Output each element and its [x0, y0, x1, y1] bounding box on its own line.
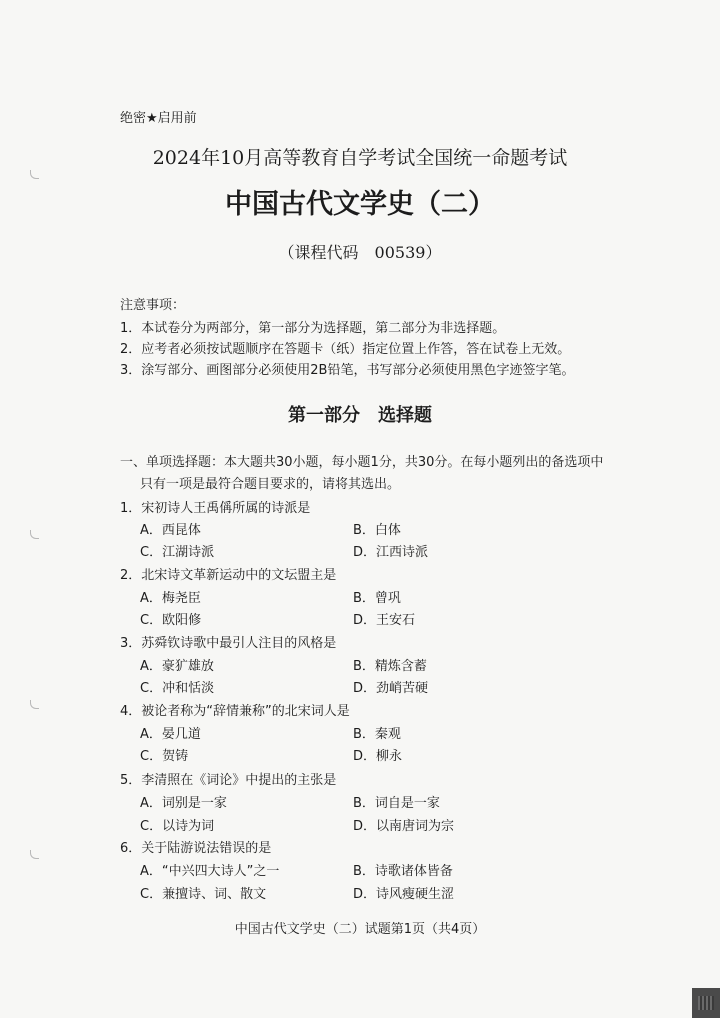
option-d: D．诗风瘦硬生涩	[353, 887, 455, 902]
option-b: B．精炼含蓄	[353, 659, 427, 674]
exam-title: 2024年10月高等教育自学考试全国统一命题考试	[152, 147, 568, 169]
option-d: D．王安石	[353, 613, 416, 628]
scan-corner-mark	[692, 988, 720, 1018]
option-b: B．词自是一家	[353, 796, 440, 811]
option-a: A．“中兴四大诗人”之一	[140, 864, 280, 879]
option-b: B．曾巩	[353, 591, 401, 606]
option-b: B．白体	[353, 523, 401, 538]
section-instructions-cont: 只有一项是最符合题目要求的，请将其选出。	[140, 477, 401, 492]
question-stem: 1．宋初诗人王禹偁所属的诗派是	[120, 501, 311, 516]
confidential-label: 绝密★启用前	[120, 111, 197, 126]
subject-title: 中国古代文学史（二）	[225, 189, 495, 220]
option-b: B．秦观	[353, 727, 401, 742]
option-d: D．柳永	[353, 749, 403, 764]
option-c: C．冲和恬淡	[140, 681, 215, 696]
section-instructions: 一、单项选择题：本大题共30小题，每小题1分，共30分。在每小题列出的备选项中	[120, 455, 604, 470]
note-item: 2．应考者必须按试题顺序在答题卡（纸）指定位置上作答，答在试卷上无效。	[120, 342, 571, 357]
binding-hole-mark	[30, 850, 39, 859]
page-footer: 中国古代文学史（二）试题第1页（共4页）	[234, 922, 486, 937]
course-code: （课程代码 00539）	[278, 243, 442, 262]
binding-hole-mark	[30, 170, 39, 179]
option-d: D．劲峭苦硬	[353, 681, 429, 696]
note-item: 1．本试卷分为两部分，第一部分为选择题，第二部分为非选择题。	[120, 321, 506, 336]
binding-hole-mark	[30, 700, 39, 709]
question-stem: 2．北宋诗文革新运动中的文坛盟主是	[120, 568, 337, 583]
option-a: A．梅尧臣	[140, 591, 201, 606]
option-b: B．诗歌诸体皆备	[353, 864, 453, 879]
option-a: A．晏几道	[140, 727, 201, 742]
question-stem: 3．苏舜钦诗歌中最引人注目的风格是	[120, 636, 337, 651]
notes-heading: 注意事项：	[120, 298, 186, 313]
option-a: A．词别是一家	[140, 796, 227, 811]
note-item: 3．涂写部分、画图部分必须使用2B铅笔，书写部分必须使用黑色字迹签字笔。	[120, 363, 575, 378]
part-title: 第一部分 选择题	[288, 405, 432, 426]
option-c: C．以诗为词	[140, 819, 215, 834]
option-d: D．江西诗派	[353, 545, 429, 560]
option-c: C．欧阳修	[140, 613, 202, 628]
option-c: C．贺铸	[140, 749, 189, 764]
binding-hole-mark	[30, 530, 39, 539]
question-stem: 5．李清照在《词论》中提出的主张是	[120, 773, 337, 788]
option-c: C．江湖诗派	[140, 545, 215, 560]
question-stem: 4．被论者称为“辞情兼称”的北宋词人是	[120, 704, 350, 719]
option-c: C．兼擅诗、词、散文	[140, 887, 267, 902]
option-a: A．豪犷雄放	[140, 659, 214, 674]
option-a: A．西昆体	[140, 523, 201, 538]
question-stem: 6．关于陆游说法错误的是	[120, 841, 272, 856]
option-d: D．以南唐词为宗	[353, 819, 455, 834]
